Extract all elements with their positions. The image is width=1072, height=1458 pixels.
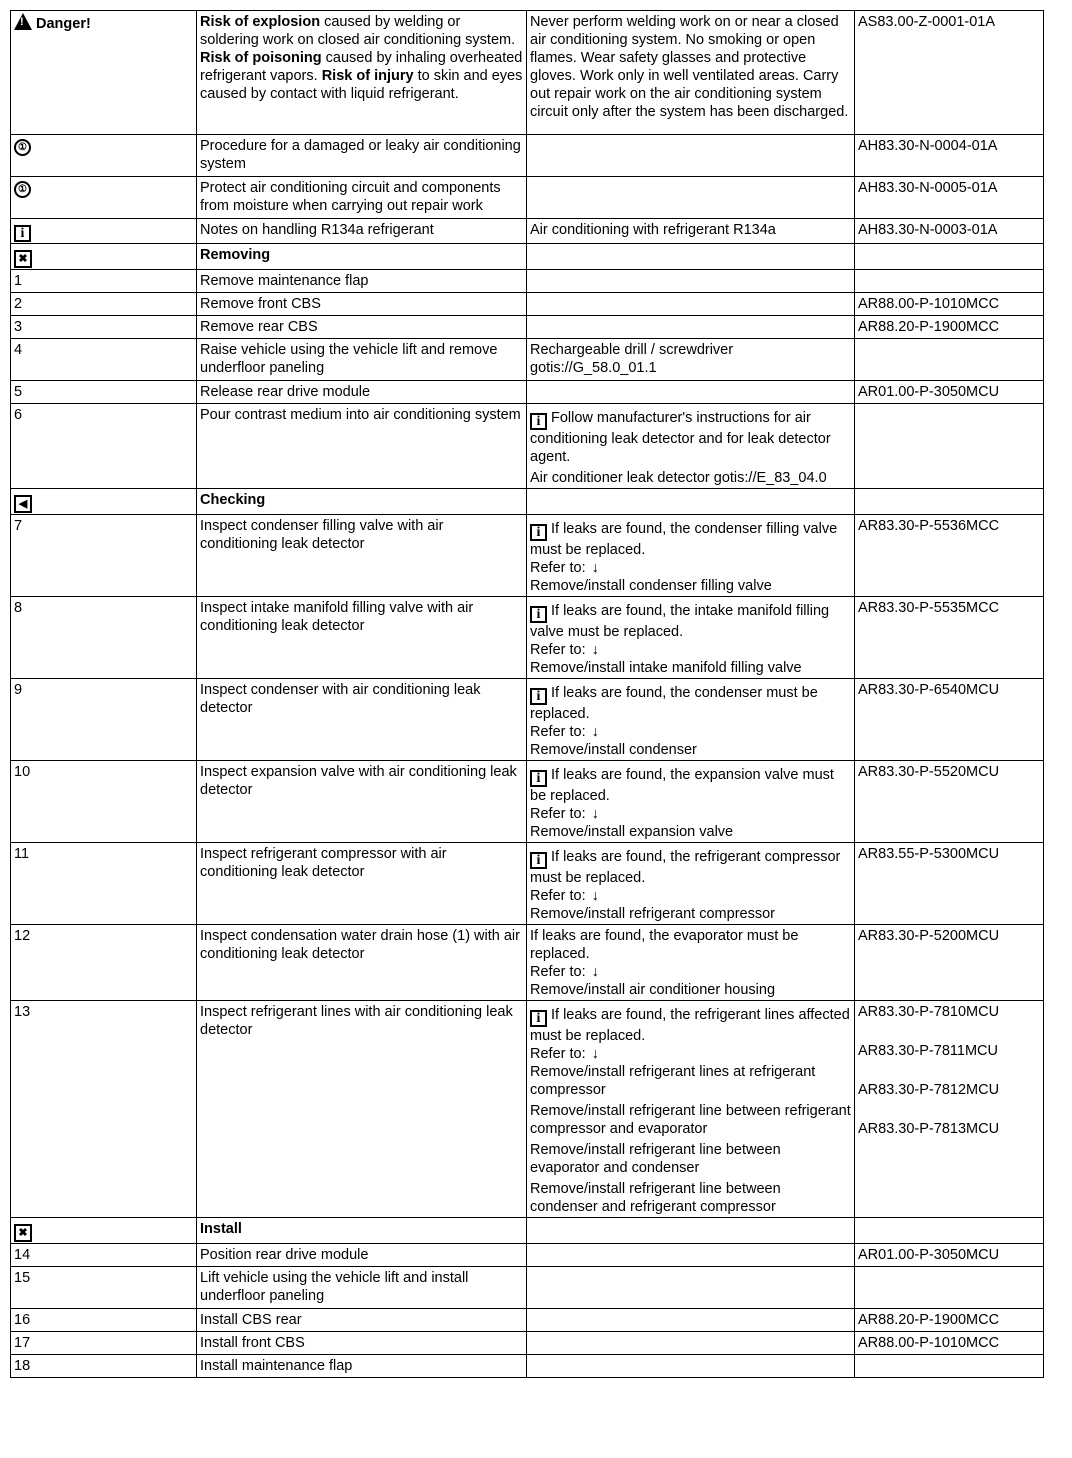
danger-row [11,11,1044,135]
empty-cell [527,1218,855,1244]
refer-to [530,641,851,659]
danger-doc-ref[interactable]: AS83.00-Z-0001-01A [855,11,1044,135]
info-note-text: If leaks are found, the expansion valve must be replaced. [530,767,834,804]
step-doc-ref[interactable] [855,1267,1044,1309]
empty-cell [527,244,855,270]
refer-to-label: Refer to: [530,888,586,904]
step-row [11,515,1044,597]
note-row [11,219,1044,244]
step-row [11,1267,1044,1309]
step-row [11,381,1044,404]
procedure-link[interactable]: Remove/install refrigerant compressor [530,906,775,922]
step-text: Remove front CBS [197,293,527,316]
step-number: 12 [11,925,197,1001]
step-doc-ref[interactable] [855,1355,1044,1378]
down-arrow-icon[interactable]: ↓ [591,888,599,904]
environment-icon: ① [14,139,31,156]
procedure-link[interactable]: Remove/install refrigerant line between condenser and refrigerant compressor [530,1181,781,1215]
refer-to [530,963,851,981]
step-row [11,843,1044,925]
note-text: Procedure for a damaged or leaky air conditioning system [197,135,527,177]
step-number: 7 [11,515,197,597]
step-row [11,1244,1044,1267]
removing-section-title: Removing [197,244,527,270]
step-info [527,404,855,489]
removing-icon-cell [11,244,197,270]
step-info [527,1001,855,1218]
info-icon: i [530,524,547,541]
note-icon-cell [11,177,197,219]
step-row [11,293,1044,316]
step-row [11,1309,1044,1332]
procedure-link[interactable]: Remove/install condenser filling valve [530,578,772,594]
step-text: Release rear drive module [197,381,527,404]
down-arrow-icon[interactable]: ↓ [591,560,599,576]
info-note-text: If leaks are found, the condenser filling valve must be replaced. [530,521,838,558]
step-text: Position rear drive module [197,1244,527,1267]
step-number: 3 [11,316,197,339]
info-icon: i [530,852,547,869]
info-note [530,766,851,805]
risk-text: to skin and eyes caused by contact with liquid refrigerant. [200,68,523,102]
danger-description [197,11,527,135]
procedure-doc-ref[interactable]: AR83.30-P-7811MCU [858,1043,998,1059]
step-row [11,1001,1044,1218]
note-row [11,135,1044,177]
step-info [527,1267,855,1309]
warning-triangle-icon [14,13,32,30]
step-row [11,1332,1044,1355]
refer-to [530,559,851,577]
info-note-text: If leaks are found, the intake manifold filling valve must be replaced. [530,603,830,640]
procedure-doc-ref[interactable]: AR83.30-P-5535MCC [858,600,1000,616]
step-row [11,339,1044,381]
table-body [11,11,1044,1378]
checking-icon-cell [11,489,197,515]
note-text: Notes on handling R134a refrigerant [197,219,527,244]
procedure-link[interactable]: Remove/install intake manifold filling valve [530,660,802,676]
tool-ref[interactable]: Air conditioner leak detector gotis://E_83_04.0 [530,470,827,486]
checking-section-title: Checking [197,489,527,515]
step-doc-ref[interactable]: AR01.00-P-3050MCU [855,1244,1044,1267]
risk-heading: Risk of injury [321,68,414,84]
step-number: 10 [11,761,197,843]
refer-to-label: Refer to: [530,806,586,822]
note-row [11,177,1044,219]
note-doc-ref[interactable]: AH83.30-N-0003-01A [855,219,1044,244]
procedure-doc-ref[interactable]: AR83.30-P-7813MCU [858,1121,1000,1137]
procedure-link[interactable]: Remove/install refrigerant line between refrigerant compressor and evaporator [530,1103,851,1137]
procedure-link[interactable]: Remove/install condenser [530,742,697,758]
step-number: 18 [11,1355,197,1378]
procedure-doc-ref[interactable]: AR83.30-P-5536MCC [858,518,1000,534]
step-doc-refs [855,679,1044,761]
step-doc-ref[interactable]: AR88.20-P-1900MCC [855,1309,1044,1332]
step-row [11,679,1044,761]
step-doc-ref[interactable]: AR88.00-P-1010MCC [855,293,1044,316]
step-info [527,1244,855,1267]
note-icon-cell [11,135,197,177]
step-number: 11 [11,843,197,925]
install-icon: ✖ [14,1224,32,1242]
step-row [11,761,1044,843]
step-doc-refs [855,843,1044,925]
step-info [527,270,855,293]
step-text: Inspect expansion valve with air conditioning leak detector [197,761,527,843]
step-row [11,1355,1044,1378]
step-doc-refs [855,761,1044,843]
step-number: 2 [11,293,197,316]
refer-to [530,1045,851,1063]
checking-section-row [11,489,1044,515]
step-info [527,597,855,679]
removing-section-row [11,244,1044,270]
step-doc-ref[interactable]: AR01.00-P-3050MCU [855,381,1044,404]
procedure-link[interactable]: Remove/install expansion valve [530,824,734,840]
step-info [527,761,855,843]
empty-cell [855,1218,1044,1244]
info-note [530,520,851,559]
down-arrow-icon[interactable]: ↓ [591,642,599,658]
step-text: Install CBS rear [197,1309,527,1332]
step-doc-ref[interactable]: AR88.00-P-1010MCC [855,1332,1044,1355]
danger-measures: Never perform welding work on or near a closed air conditioning system. No smoking or open flames. Wear safety glasses and protective gloves. Work only in well ventilated areas. Carry out repair work on the air conditioning system circuit only after the system has been discharged. [527,11,855,135]
step-info [527,1355,855,1378]
step-row [11,270,1044,293]
info-icon: i [530,688,547,705]
step-info [527,843,855,925]
refer-to-label: Refer to: [530,964,586,980]
risk-heading: Risk of poisoning [200,50,322,66]
note-icon-cell [11,219,197,244]
risk-text: caused by welding or soldering work on closed air conditioning system. [200,14,516,48]
procedure-link[interactable]: Remove/install refrigerant line between evaporator and condenser [530,1142,781,1176]
info-note [530,848,851,887]
environment-icon: ① [14,181,31,198]
step-text: Raise vehicle using the vehicle lift and remove underfloor paneling [197,339,527,381]
step-info: Rechargeable drill / screwdriver gotis://G_58.0_01.1 [527,339,855,381]
procedure-doc-ref[interactable]: AR83.30-P-6540MCU [858,682,1000,698]
work-procedure-table [10,10,1044,1378]
note-text: Protect air conditioning circuit and components from moisture when carrying out repair work [197,177,527,219]
step-row [11,597,1044,679]
info-note [530,1006,851,1045]
step-info [527,1309,855,1332]
note-doc-ref[interactable]: AH83.30-N-0004-01A [855,135,1044,177]
refer-to-label: Refer to: [530,1046,586,1062]
step-number: 1 [11,270,197,293]
step-text: Inspect refrigerant lines with air conditioning leak detector [197,1001,527,1218]
info-note-text: If leaks are found, the evaporator must be replaced. [530,928,799,962]
info-note [530,684,851,723]
info-note [530,927,851,963]
step-number: 6 [11,404,197,489]
step-info [527,515,855,597]
step-text: Pour contrast medium into air conditioning system [197,404,527,489]
step-info [527,679,855,761]
refer-to-label: Refer to: [530,642,586,658]
step-text: Install maintenance flap [197,1355,527,1378]
checking-icon: ◀ [14,495,32,513]
refer-to [530,723,851,741]
removing-icon: ✖ [14,250,32,268]
empty-cell [855,244,1044,270]
procedure-doc-ref[interactable]: AR83.30-P-5200MCU [858,928,1000,944]
step-doc-refs [855,597,1044,679]
procedure-link[interactable]: Remove/install air conditioner housing [530,982,776,998]
danger-cell [11,11,197,135]
refer-to [530,887,851,905]
step-doc-ref[interactable] [855,270,1044,293]
info-note [530,409,851,466]
step-number: 15 [11,1267,197,1309]
install-section-title: Install [197,1218,527,1244]
step-info [527,381,855,404]
info-note-text: If leaks are found, the refrigerant lines affected must be replaced. [530,1007,850,1044]
procedure-doc-ref[interactable]: AR83.55-P-5300MCU [858,846,1000,862]
step-info [527,1332,855,1355]
step-doc-ref[interactable] [855,404,1044,489]
info-note-text: Follow manufacturer's instructions for air conditioning leak detector and for leak detector agent. [530,410,831,465]
install-section-row [11,1218,1044,1244]
refer-to [530,805,851,823]
procedure-doc-ref[interactable]: AR83.30-P-5520MCU [858,764,1000,780]
step-text: Inspect refrigerant compressor with air conditioning leak detector [197,843,527,925]
step-info [527,293,855,316]
step-text: Inspect condenser filling valve with air conditioning leak detector [197,515,527,597]
down-arrow-icon[interactable]: ↓ [591,806,599,822]
refer-to-label: Refer to: [530,560,586,576]
info-icon: i [530,1010,547,1027]
note-info: Air conditioning with refrigerant R134a [527,219,855,244]
step-doc-refs [855,925,1044,1001]
step-doc-refs [855,515,1044,597]
step-text: Inspect condenser with air conditioning leak detector [197,679,527,761]
info-icon: i [14,225,31,242]
empty-cell [855,489,1044,515]
note-info [527,177,855,219]
step-text: Remove rear CBS [197,316,527,339]
step-number: 13 [11,1001,197,1218]
step-doc-ref[interactable]: AR88.20-P-1900MCC [855,316,1044,339]
step-number: 17 [11,1332,197,1355]
down-arrow-icon[interactable]: ↓ [591,1046,599,1062]
step-number: 8 [11,597,197,679]
install-icon-cell [11,1218,197,1244]
info-icon: i [530,770,547,787]
step-doc-ref[interactable] [855,339,1044,381]
info-note [530,602,851,641]
note-doc-ref[interactable]: AH83.30-N-0005-01A [855,177,1044,219]
step-text: Remove maintenance flap [197,270,527,293]
step-number: 4 [11,339,197,381]
step-doc-refs [855,1001,1044,1218]
note-info [527,135,855,177]
risk-heading: Risk of explosion [200,14,321,30]
step-info [527,925,855,1001]
empty-cell [527,489,855,515]
step-text: Inspect intake manifold filling valve with air conditioning leak detector [197,597,527,679]
step-row [11,925,1044,1001]
info-note-text: If leaks are found, the condenser must be replaced. [530,685,818,722]
procedure-doc-ref[interactable]: AR83.30-P-7810MCU [858,1004,1000,1020]
info-icon: i [530,606,547,623]
step-number: 14 [11,1244,197,1267]
procedure-doc-ref[interactable]: AR83.30-P-7812MCU [858,1082,1000,1098]
danger-label: Danger! [36,16,91,32]
info-note-text: If leaks are found, the refrigerant compressor must be replaced. [530,849,841,886]
step-row [11,404,1044,489]
step-text: Lift vehicle using the vehicle lift and install underfloor paneling [197,1267,527,1309]
down-arrow-icon[interactable]: ↓ [591,964,599,980]
refer-to-label: Refer to: [530,724,586,740]
procedure-link[interactable]: Remove/install refrigerant lines at refrigerant compressor [530,1064,816,1098]
step-number: 16 [11,1309,197,1332]
risk-text: caused by inhaling overheated refrigerant vapors. [200,50,523,84]
down-arrow-icon[interactable]: ↓ [591,724,599,740]
step-text: Install front CBS [197,1332,527,1355]
step-number: 9 [11,679,197,761]
step-text: Inspect condensation water drain hose (1) with air conditioning leak detector [197,925,527,1001]
step-row [11,316,1044,339]
info-icon: i [530,413,547,430]
step-number: 5 [11,381,197,404]
step-info [527,316,855,339]
